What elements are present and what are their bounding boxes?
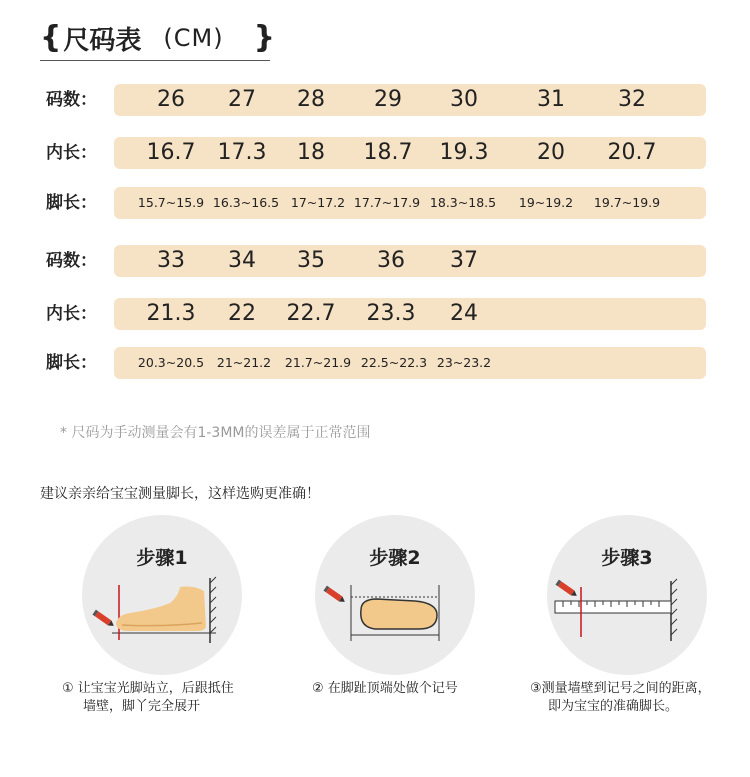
size-cell: 29 xyxy=(374,87,402,112)
inner-cell: 22 xyxy=(228,301,256,326)
foot-cell: 17.7~17.9 xyxy=(353,195,421,210)
step-1-caption-line1: ① 让宝宝光脚站立，后跟抵住 xyxy=(62,681,234,696)
inner-cell: 23.3 xyxy=(366,301,416,326)
inner-cell: 20.7 xyxy=(607,140,657,165)
brace-left: { xyxy=(40,20,62,55)
size-cell: 31 xyxy=(537,87,565,112)
inner-label: 内长： xyxy=(46,304,97,324)
foot-label: 脚长： xyxy=(46,193,97,213)
step-2-title: 步骤2 xyxy=(369,547,421,569)
step-2-illustration xyxy=(315,515,475,675)
size-cell: 34 xyxy=(228,248,256,273)
foot-cell: 19~19.2 xyxy=(518,195,574,210)
step-1-caption-line2: 墙壁，脚丫完全展开 xyxy=(83,699,201,714)
foot-cell: 17~17.2 xyxy=(290,195,346,210)
step-3-caption-line1: ③测量墙壁到记号之间的距离， xyxy=(530,681,711,696)
size-chart-title xyxy=(40,18,275,58)
title-underline xyxy=(40,60,270,61)
step-1-title: 步骤1 xyxy=(136,547,188,569)
step-3-caption-line2: 即为宝宝的准确脚长。 xyxy=(548,699,679,714)
size-cell: 36 xyxy=(377,248,405,273)
size-row-2 xyxy=(0,245,750,277)
foot-cell: 22.5~22.3 xyxy=(360,355,428,370)
step-3-title: 步骤3 xyxy=(601,547,653,569)
inner-cell: 24 xyxy=(450,301,478,326)
inner-cell: 16.7 xyxy=(146,140,196,165)
foot-standing-graphic xyxy=(82,515,242,675)
foot-outline-graphic xyxy=(315,515,475,675)
foot-cell: 16.3~16.5 xyxy=(212,195,280,210)
size-cell: 27 xyxy=(228,87,256,112)
size-cell: 32 xyxy=(618,87,646,112)
inner-cell: 17.3 xyxy=(217,140,267,165)
size-cell: 37 xyxy=(450,248,478,273)
size-label: 码数： xyxy=(46,251,97,271)
size-cell: 30 xyxy=(450,87,478,112)
foot-cell: 20.3~20.5 xyxy=(137,355,205,370)
foot-cell: 21.7~21.9 xyxy=(284,355,352,370)
inner-length-row-2 xyxy=(0,298,750,330)
inner-cell: 18.7 xyxy=(363,140,413,165)
brace-right: } xyxy=(253,20,275,55)
foot-cell: 18.3~18.5 xyxy=(429,195,497,210)
measurement-note: * 尺码为手动测量会有1-3MM的误差属于正常范围 xyxy=(60,425,371,441)
size-cell: 28 xyxy=(297,87,325,112)
foot-cell: 19.7~19.9 xyxy=(593,195,661,210)
foot-cell: 23~23.2 xyxy=(436,355,492,370)
inner-cell: 20 xyxy=(537,140,565,165)
inner-length-row-1 xyxy=(0,137,750,169)
row-bar xyxy=(114,245,706,277)
size-cell: 35 xyxy=(297,248,325,273)
foot-label: 脚长： xyxy=(46,353,97,373)
inner-label: 内长： xyxy=(46,143,97,163)
inner-cell: 22.7 xyxy=(286,301,336,326)
foot-cell: 21~21.2 xyxy=(216,355,272,370)
step-1-illustration xyxy=(82,515,242,675)
foot-length-row-1 xyxy=(0,187,750,219)
measure-advice: 建议亲亲给宝宝测量脚长，这样选购更准确！ xyxy=(40,486,320,502)
size-cell: 26 xyxy=(157,87,185,112)
foot-length-row-2 xyxy=(0,347,750,379)
inner-cell: 18 xyxy=(297,140,325,165)
foot-cell: 15.7~15.9 xyxy=(137,195,205,210)
step-3-illustration xyxy=(547,515,707,675)
inner-cell: 21.3 xyxy=(146,301,196,326)
step-2-caption-line1: ② 在脚趾顶端处做个记号 xyxy=(312,681,458,696)
size-label: 码数： xyxy=(46,90,97,110)
title-unit: (CM) xyxy=(163,24,224,52)
size-row-1 xyxy=(0,84,750,116)
ruler-measure-graphic xyxy=(547,515,707,675)
title-text: 尺码表 xyxy=(63,25,142,56)
inner-cell: 19.3 xyxy=(439,140,489,165)
size-cell: 33 xyxy=(157,248,185,273)
